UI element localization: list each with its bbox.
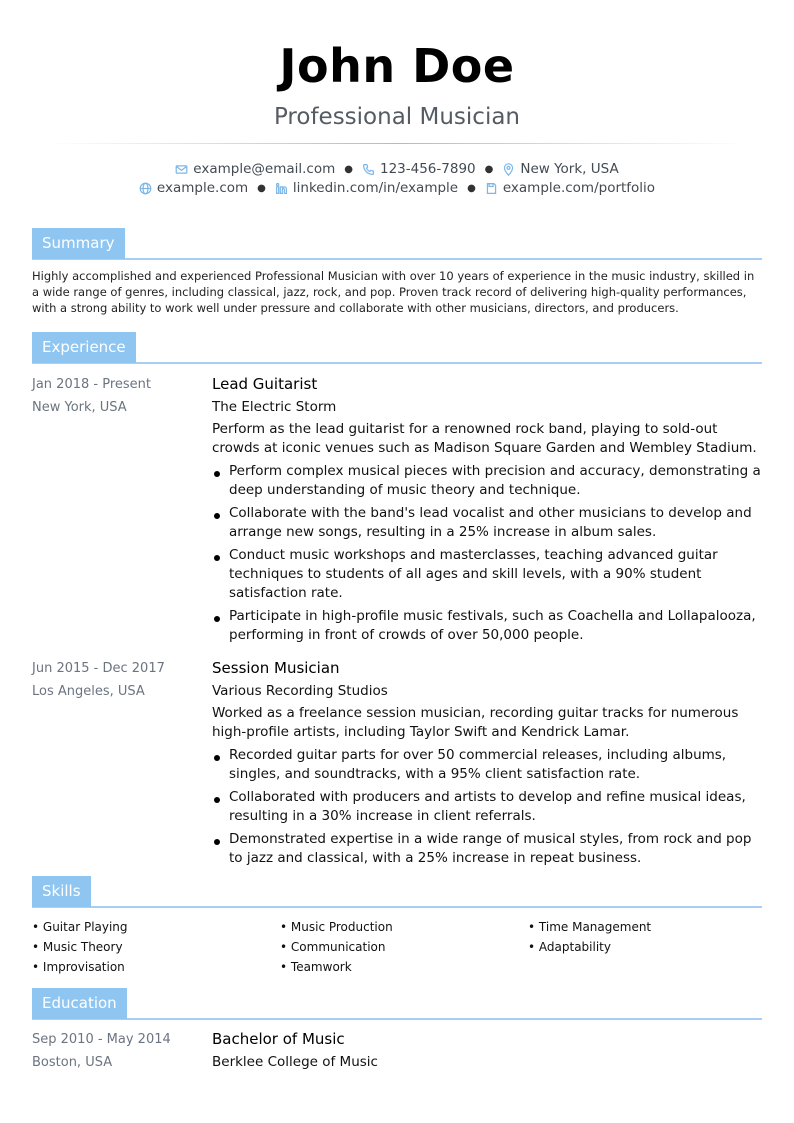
education-school: Berklee College of Music: [212, 1054, 378, 1070]
skill-item: • Time Management: [528, 920, 652, 934]
website-text: example.com: [156, 180, 249, 196]
separator-dot: ●: [257, 183, 266, 194]
portfolio-icon: [485, 182, 498, 195]
contact-line-2: [0, 179, 794, 198]
job-company: The Electric Storm: [212, 399, 337, 415]
list-item: Demonstrated expertise in a wide range of musical styles, from rock and pop to jazz and classical, with a 25% increase in repeat business.: [212, 830, 762, 868]
job-description: Perform as the lead guitarist for a renowned rock band, playing to sold-out crowds at iconic venues such as Madison Square Garden and Wembley Stadium.: [212, 421, 757, 456]
list-item: Participate in high-profile music festivals, such as Coachella and Lollapalooza, performing in front of crowds of over 50,000 people.: [212, 607, 762, 645]
resume-header: [0, 0, 794, 198]
candidate-role: Professional Musician: [273, 104, 521, 130]
education-degree: Bachelor of Music: [212, 1030, 345, 1048]
job-meta: [32, 373, 202, 419]
job-details: [212, 373, 762, 645]
summary-text: Highly accomplished and experienced Professional Musician with over 10 years of experience in the music industry, skilled in a wide range of genres, including classical, jazz, rock, and pop. Proven track record of delivering high-quality performances, with a strong ability to work well under pressure and collaborate with other musicians, directors, and producers.: [32, 269, 755, 315]
education-section: [32, 988, 762, 1072]
skill-item: • Adaptability: [528, 940, 611, 954]
skill-item: • Music Production: [280, 920, 393, 934]
header-divider: [47, 143, 747, 144]
skill-item: • Communication: [280, 940, 386, 954]
job-location: Los Angeles, USA: [32, 684, 145, 699]
skill-item: • Guitar Playing: [32, 920, 128, 934]
contact-portfolio[interactable]: [485, 179, 655, 198]
job-location: New York, USA: [32, 400, 127, 415]
skill-item: • Improvisation: [32, 960, 125, 974]
skills-grid: [32, 917, 762, 977]
job-meta: [32, 657, 202, 703]
linkedin-text: linkedin.com/in/example: [292, 180, 459, 196]
portfolio-text: example.com/portfolio: [502, 180, 656, 196]
summary-heading-label: Summary: [32, 228, 125, 259]
contact-website[interactable]: [139, 179, 248, 198]
job-entry: [32, 373, 762, 645]
email-icon: [175, 163, 188, 176]
separator-dot: ●: [467, 183, 476, 194]
skills-column: [528, 917, 762, 977]
education-heading: [32, 988, 762, 1020]
job-company: Various Recording Studios: [212, 683, 388, 699]
phone-text: 123-456-7890: [379, 161, 476, 177]
skills-section: [32, 876, 762, 977]
education-heading-label: Education: [32, 988, 127, 1019]
skills-heading-label: Skills: [32, 876, 91, 907]
job-details: [212, 657, 762, 868]
job-title: Lead Guitarist: [212, 375, 318, 393]
skills-heading: [32, 876, 762, 908]
education-dates: Sep 2010 - May 2014: [32, 1032, 171, 1047]
list-item: Recorded guitar parts for over 50 commercial releases, including albums, singles, and soundtracks, with a 95% client satisfaction rate.: [212, 746, 762, 784]
location-pin-icon: [502, 163, 515, 176]
list-item: Conduct music workshops and masterclasses, teaching advanced guitar techniques to students of all ages and skill levels, with a 90% student satisfaction rate.: [212, 546, 762, 603]
job-dates: Jan 2018 - Present: [32, 377, 151, 392]
contact-location: [502, 160, 618, 179]
job-description: Worked as a freelance session musician, recording guitar tracks for numerous high-profile artists, including Taylor Swift and Kendrick Lamar.: [212, 705, 739, 740]
summary-section: [32, 228, 762, 316]
education-entry: [32, 1028, 762, 1072]
job-title: Session Musician: [212, 659, 340, 677]
list-item: Collaborated with producers and artists to develop and refine musical ideas, resulting in a 30% increase in client referrals.: [212, 788, 762, 826]
job-bullets: [212, 462, 762, 645]
separator-dot: ●: [344, 164, 353, 175]
globe-icon: [139, 182, 152, 195]
list-item: Collaborate with the band's lead vocalist and other musicians to develop and arrange new songs, resulting in a 25% increase in album sales.: [212, 504, 762, 542]
education-details: [212, 1028, 762, 1072]
skills-column: [280, 917, 528, 977]
contact-linkedin[interactable]: [275, 179, 458, 198]
candidate-name: John Doe: [279, 39, 515, 93]
job-entry: [32, 657, 762, 868]
location-text: New York, USA: [520, 161, 619, 177]
phone-icon: [362, 163, 375, 176]
contact-phone[interactable]: [362, 160, 476, 179]
skill-item: • Teamwork: [280, 960, 352, 974]
list-item: Perform complex musical pieces with precision and accuracy, demonstrating a deep understanding of music theory and technique.: [212, 462, 762, 500]
skills-column: [32, 917, 280, 977]
contact-line-1: [0, 160, 794, 179]
experience-heading: [32, 332, 762, 364]
education-meta: [32, 1028, 202, 1074]
linkedin-icon: [275, 182, 288, 195]
email-text: example@email.com: [193, 161, 336, 177]
experience-heading-label: Experience: [32, 332, 136, 363]
contact-email[interactable]: [175, 160, 335, 179]
summary-heading: [32, 228, 762, 260]
education-location: Boston, USA: [32, 1055, 113, 1070]
skill-item: • Music Theory: [32, 940, 123, 954]
experience-section: [32, 332, 762, 872]
job-dates: Jun 2015 - Dec 2017: [32, 661, 165, 676]
separator-dot: ●: [484, 164, 494, 175]
job-bullets: [212, 746, 762, 868]
